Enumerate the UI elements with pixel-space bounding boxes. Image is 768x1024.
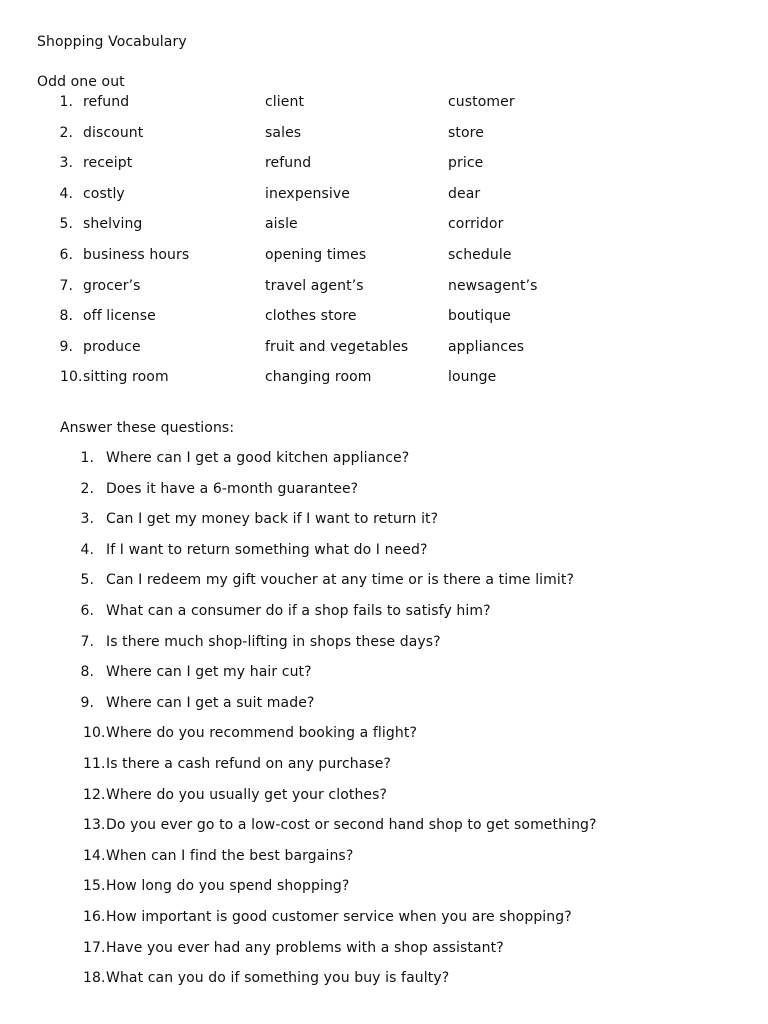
word-option-1: shelving — [83, 216, 143, 233]
word-option-2: travel agent’s — [265, 277, 364, 294]
word-option-3: appliances — [448, 338, 525, 355]
question-item — [0, 509, 768, 540]
item-number: 2. — [59, 124, 73, 141]
question-text: When can I find the best bargains? — [106, 847, 354, 864]
question-item — [0, 479, 768, 510]
question-text: Where do you usually get your clothes? — [106, 786, 388, 803]
question-text: Is there a cash refund on any purchase? — [106, 755, 392, 772]
question-text: Have you ever had any problems with a shop assistant? — [106, 939, 504, 956]
question-number: 2. — [80, 480, 94, 497]
question-text: Where can I get my hair cut? — [106, 664, 312, 681]
list-item — [0, 184, 768, 215]
word-option-3: corridor — [448, 216, 504, 233]
question-text: Where do you recommend booking a flight? — [106, 725, 417, 742]
question-number: 1. — [80, 450, 94, 466]
word-option-2: clothes store — [265, 308, 357, 325]
word-option-3: schedule — [448, 246, 512, 263]
question-item — [0, 570, 768, 601]
item-number: 4. — [59, 185, 73, 202]
question-text: Where can I get a suit made? — [106, 694, 315, 711]
question-number: 5. — [80, 572, 94, 589]
word-option-1: receipt — [83, 155, 133, 172]
item-number: 9. — [59, 338, 73, 355]
question-text: Is there much shop-lifting in shops these days? — [106, 633, 441, 650]
question-number: 14. — [83, 847, 106, 864]
question-item — [0, 540, 768, 571]
question-number: 7. — [80, 633, 94, 650]
question-text: If I want to return something what do I need? — [106, 541, 428, 558]
item-number: 7. — [59, 277, 73, 294]
question-number: 6. — [80, 602, 94, 619]
list-item — [0, 367, 768, 398]
question-text: What can a consumer do if a shop fails to satisfy him? — [106, 602, 491, 619]
list-item — [0, 92, 768, 123]
question-number: 17. — [83, 939, 106, 956]
word-option-1: business hours — [83, 246, 190, 263]
word-option-2: aisle — [265, 216, 298, 233]
question-text: Does it have a 6-month guarantee? — [106, 480, 359, 497]
question-item — [0, 693, 768, 724]
question-number: 8. — [80, 664, 94, 681]
question-text: Can I get my money back if I want to return it? — [106, 511, 439, 528]
word-option-2: fruit and vegetables — [265, 338, 409, 355]
question-number: 4. — [80, 541, 94, 558]
question-item — [0, 846, 768, 877]
question-number: 13. — [83, 817, 106, 834]
word-option-3: dear — [448, 185, 481, 202]
question-item — [0, 876, 768, 907]
question-number: 12. — [83, 786, 106, 803]
list-item — [0, 214, 768, 245]
question-item — [0, 815, 768, 846]
questions-heading: Answer these questions: — [60, 420, 235, 436]
question-item — [0, 448, 768, 479]
item-number: 1. — [59, 94, 73, 110]
word-option-3: boutique — [448, 308, 511, 325]
item-number: 6. — [59, 246, 73, 263]
question-number: 15. — [83, 878, 106, 895]
word-option-2: opening times — [265, 246, 367, 263]
list-item — [0, 245, 768, 276]
questions-list — [0, 448, 768, 999]
word-option-1: sitting room — [83, 369, 169, 386]
word-option-1: discount — [83, 124, 144, 141]
question-number: 3. — [80, 511, 94, 528]
item-number: 3. — [59, 155, 73, 172]
item-number: 10. — [60, 369, 83, 386]
word-option-2: inexpensive — [265, 185, 350, 202]
question-text: What can you do if something you buy is faulty? — [106, 970, 450, 987]
question-item — [0, 662, 768, 693]
question-item — [0, 601, 768, 632]
word-option-1: produce — [83, 338, 141, 355]
word-option-1: costly — [83, 185, 125, 202]
page-title: Shopping Vocabulary — [37, 34, 187, 50]
word-option-3: store — [448, 124, 484, 141]
word-option-2: refund — [265, 155, 312, 172]
item-number: 8. — [59, 308, 73, 325]
question-item — [0, 968, 768, 999]
question-number: 16. — [83, 908, 106, 925]
word-option-3: price — [448, 155, 484, 172]
question-item — [0, 723, 768, 754]
question-number: 11. — [83, 755, 106, 772]
odd-one-out-list — [0, 92, 768, 398]
odd-one-out-heading: Odd one out — [37, 74, 125, 90]
question-item — [0, 785, 768, 816]
item-number: 5. — [59, 216, 73, 233]
list-item — [0, 306, 768, 337]
question-item — [0, 938, 768, 969]
word-option-1: grocer’s — [83, 277, 141, 294]
word-option-2: sales — [265, 124, 302, 141]
question-text: Where can I get a good kitchen appliance? — [106, 450, 410, 466]
list-item — [0, 153, 768, 184]
question-number: 18. — [83, 970, 106, 987]
question-text: How important is good customer service when you are shopping? — [106, 908, 572, 925]
word-option-3: lounge — [448, 369, 497, 386]
list-item — [0, 276, 768, 307]
question-text: How long do you spend shopping? — [106, 878, 350, 895]
word-option-1: refund — [83, 94, 130, 110]
word-option-1: off license — [83, 308, 156, 325]
question-item — [0, 907, 768, 938]
question-item — [0, 754, 768, 785]
question-number: 10. — [83, 725, 106, 742]
question-text: Can I redeem my gift voucher at any time or is there a time limit? — [106, 572, 575, 589]
question-item — [0, 632, 768, 663]
list-item — [0, 337, 768, 368]
question-text: Do you ever go to a low-cost or second hand shop to get something? — [106, 817, 597, 834]
word-option-3: newsagent’s — [448, 277, 538, 294]
list-item — [0, 123, 768, 154]
word-option-2: client — [265, 94, 305, 110]
question-number: 9. — [80, 694, 94, 711]
word-option-2: changing room — [265, 369, 372, 386]
word-option-3: customer — [448, 94, 515, 110]
